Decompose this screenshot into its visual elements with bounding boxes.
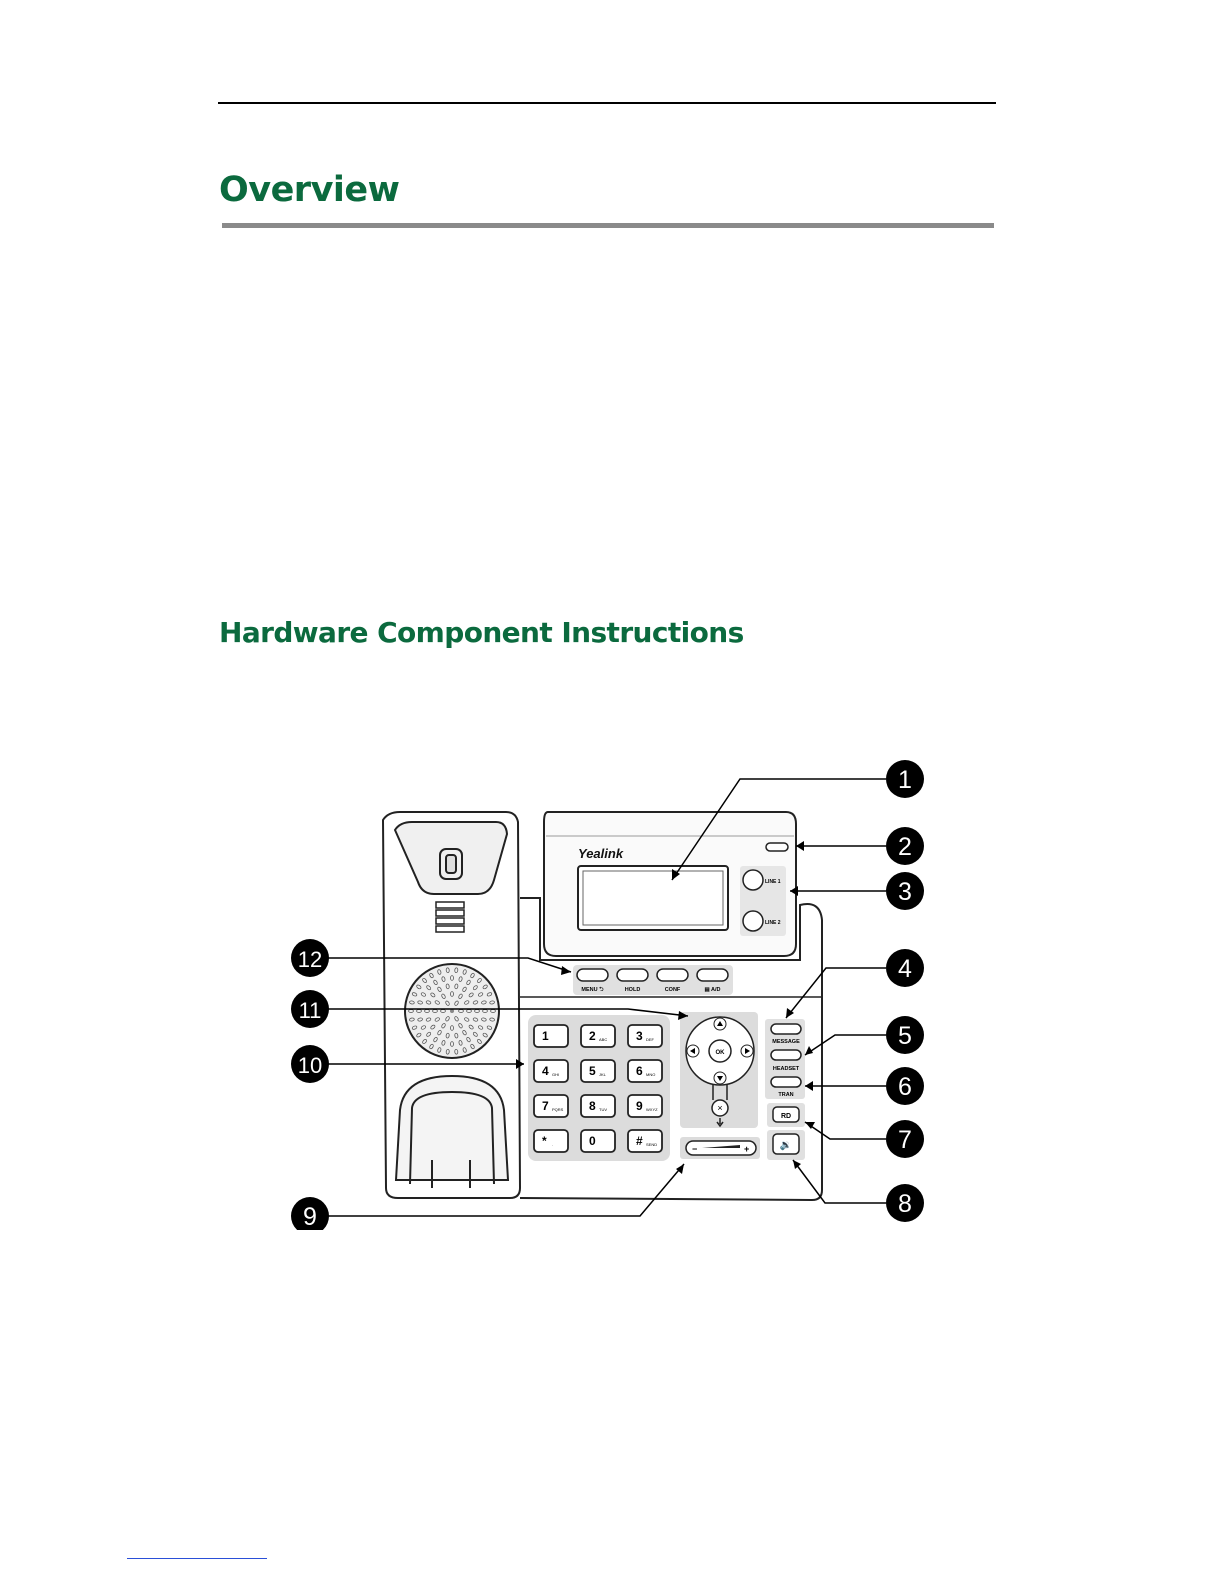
keypad-key-*[interactable]	[534, 1130, 568, 1152]
callout-label: 7	[898, 1126, 912, 1154]
keypad-letters: TUV	[599, 1107, 607, 1112]
line-key-2-label: LINE 2	[765, 920, 781, 926]
callout-label: 10	[297, 1053, 323, 1078]
soft-key-2[interactable]	[617, 969, 648, 981]
keypad-key-7[interactable]	[534, 1095, 568, 1117]
ok-key-label: OK	[715, 1050, 725, 1056]
line-key-2[interactable]	[743, 911, 763, 931]
keypad-letters: WXYZ	[646, 1107, 658, 1112]
lcd-screen	[578, 866, 728, 930]
cancel-key-label: ×	[717, 1103, 723, 1113]
phone-diagram	[270, 750, 950, 1230]
keypad-digit: 6	[636, 1064, 643, 1078]
soft-key-4[interactable]	[697, 969, 728, 981]
keypad-digit: 4	[542, 1064, 549, 1078]
keypad-letters: DEF	[646, 1037, 654, 1042]
callout-label: 8	[898, 1190, 912, 1218]
keypad-letters: JKL	[599, 1072, 606, 1077]
keypad-digit: 5	[589, 1064, 596, 1078]
hardware-heading: Hardware Component Instructions	[219, 616, 744, 649]
callout-label: 12	[297, 947, 323, 972]
header-rule	[218, 102, 996, 104]
speaker-icon: 🔉	[779, 1140, 793, 1151]
keypad-digit: *	[542, 1134, 547, 1148]
keypad-letters: ABC	[599, 1037, 608, 1042]
callout-label: 9	[303, 1203, 317, 1230]
volume-key[interactable]	[680, 1137, 760, 1159]
keypad-key-3[interactable]	[628, 1025, 662, 1047]
keypad-digit: 3	[636, 1029, 643, 1043]
soft-key-1[interactable]	[577, 969, 608, 981]
soft-key-label: ▤ A/D	[704, 987, 721, 993]
keypad-key-0[interactable]	[581, 1130, 615, 1152]
keypad-key-2[interactable]	[581, 1025, 615, 1047]
keypad-letters: MNO	[646, 1072, 656, 1077]
keypad-key-9[interactable]	[628, 1095, 662, 1117]
callout-label: 2	[898, 833, 912, 861]
callout-label: 5	[898, 1022, 912, 1050]
keypad-key-5[interactable]	[581, 1060, 615, 1082]
keypad-digit: 7	[542, 1099, 549, 1113]
soft-key-label: MENU ⮌	[581, 987, 604, 993]
display-housing	[544, 812, 796, 956]
navigation-keys	[680, 1012, 758, 1128]
overview-rule	[222, 223, 994, 228]
headset-key[interactable]	[771, 1050, 801, 1060]
keypad-digit: #	[636, 1134, 643, 1148]
keypad-key-1[interactable]	[534, 1025, 568, 1047]
keypad-digit: 0	[589, 1134, 596, 1148]
redial-key-label: RD	[780, 1113, 792, 1120]
soft-key-label: CONF	[664, 987, 681, 993]
line-key-1[interactable]	[743, 870, 763, 890]
callout-label: 11	[298, 998, 322, 1023]
keypad-key-6[interactable]	[628, 1060, 662, 1082]
keypad-digit: 9	[636, 1099, 643, 1113]
soft-key-3[interactable]	[657, 969, 688, 981]
headset-key-label: HEADSET	[772, 1066, 800, 1072]
message-key[interactable]	[771, 1024, 801, 1034]
brand-logo: Yealink	[578, 846, 624, 861]
message-key-label: MESSAGE	[772, 1039, 800, 1045]
soft-key-label: HOLD	[624, 987, 641, 993]
overview-heading: Overview	[219, 170, 400, 210]
keypad-letters: PQRS	[552, 1107, 564, 1112]
line-key-1-label: LINE 1	[765, 879, 781, 885]
handset	[383, 812, 520, 1198]
keypad-key-8[interactable]	[581, 1095, 615, 1117]
right-function-keys	[765, 1019, 805, 1160]
power-indicator-led	[766, 843, 788, 851]
keypad-digit: 2	[589, 1029, 596, 1043]
footer-link-underline	[127, 1558, 267, 1559]
volume-minus-label: −	[692, 1144, 698, 1154]
callout-label: 3	[898, 878, 912, 906]
keypad-letters: .	[552, 1142, 554, 1147]
callout-label: 4	[898, 955, 912, 983]
callout-label: 6	[898, 1073, 912, 1101]
callout-label: 1	[898, 766, 912, 794]
volume-plus-label: +	[744, 1144, 750, 1154]
keypad-letters: GHI	[552, 1072, 560, 1077]
keypad-letters: SEND	[646, 1142, 658, 1147]
keypad-digit: 8	[589, 1099, 596, 1113]
transfer-key-label: TRAN	[778, 1092, 794, 1098]
keypad-key-#[interactable]	[628, 1130, 662, 1152]
transfer-key[interactable]	[771, 1077, 801, 1087]
keypad-key-4[interactable]	[534, 1060, 568, 1082]
keypad-digit: 1	[542, 1029, 549, 1043]
